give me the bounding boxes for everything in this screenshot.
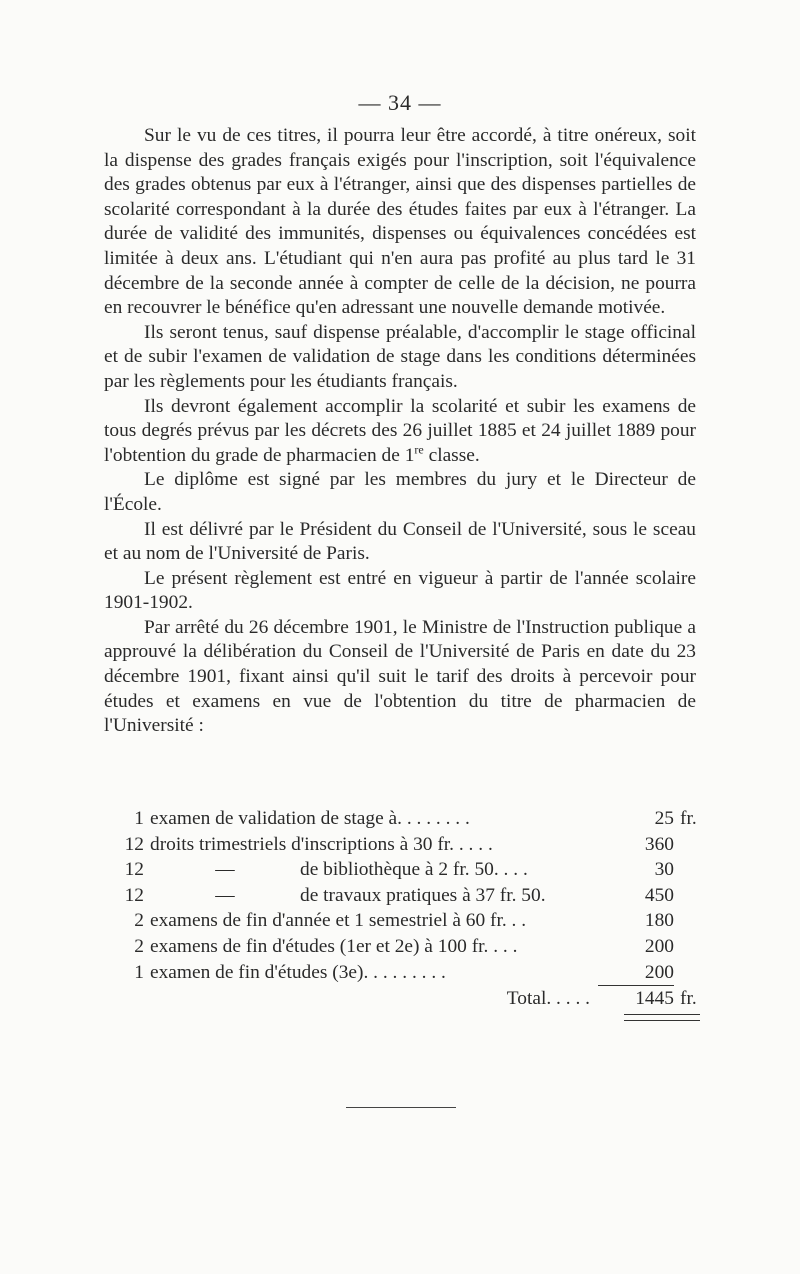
fee-row xyxy=(104,934,704,960)
fee-row xyxy=(104,857,704,883)
paragraph-5 xyxy=(104,518,696,567)
fee-row xyxy=(104,908,704,934)
fee-desc: examen de fin d'études (3e). . . . . . . . . xyxy=(150,961,446,983)
paragraph-1 xyxy=(104,124,696,321)
fee-amount: 30 xyxy=(654,859,674,881)
fee-row xyxy=(104,960,704,987)
fee-amount: 180 xyxy=(644,910,674,932)
paragraph-4-text: Le diplôme est signé par les membres du jury et le Directeur de l'École. xyxy=(104,469,696,515)
total-amount: 1445 xyxy=(635,988,674,1010)
total-double-rule xyxy=(624,1014,700,1021)
fee-qty: 1 xyxy=(134,808,144,829)
fee-amount: 450 xyxy=(644,884,674,906)
paragraph-7-text: Par arrêté du 26 décembre 1901, le Ministre de l'Instruction publique a approuvé la délibération du Conseil de l'Université de Paris en date du 23 décembre 1901, fixant ainsi qu'il suit le tarif des droits à percevoir pour études et examens en vue de l'obtention du titre de pharmacien de l'Université : xyxy=(104,616,696,737)
total-unit: fr. xyxy=(680,988,697,1010)
paragraph-3-text: Ils devront également accomplir la scolarité et subir les examens de tous degrés prévus par les décrets des 26 juillet 1885 et 24 juillet 1889 pour l'obtention du grade de pharmacien de 1 xyxy=(104,395,696,466)
paragraph-1-text: Sur le vu de ces titres, il pourra leur être accordé, à titre onéreux, soit la dispense des grades français exigés pour l'inscription, soit l'équivalence des grades obtenus par eux à l'étranger, ainsi que des dispenses partielles de scolarité correspondant à la durée des études faites par eux à l'étranger. La durée de validité des immunités, dispenses ou équivalences concédées est limitée à deux ans. L'étudiant qui n'en aura pas profité au plus tard le 31 décembre de la seconde année à compter de celle de la décision, ne pourra en recouvrer le bénéfice qu'en adressant une nouvelle demande motivée. xyxy=(104,125,696,319)
paragraph-6 xyxy=(104,567,696,616)
fee-desc: examen de validation de stage à. . . . . . . . xyxy=(150,808,470,829)
paragraph-2 xyxy=(104,321,696,395)
fee-amount: 200 xyxy=(598,960,674,987)
paragraph-2-text: Ils seront tenus, sauf dispense préalable, d'accomplir le stage officinal et de subir l'examen de validation de stage dans les conditions déterminées par les règlements pour les étudiants français. xyxy=(104,321,696,392)
total-label: Total. . . . . xyxy=(506,988,590,1010)
fee-desc: de bibliothèque à 2 fr. 50. . . . xyxy=(300,859,528,881)
fee-qty: 1 xyxy=(134,961,144,983)
fee-amount: 360 xyxy=(644,833,674,855)
fee-amount: 200 xyxy=(644,935,674,957)
fee-qty: 12 xyxy=(124,884,144,906)
superscript-re: re xyxy=(414,442,424,457)
fee-desc: examens de fin d'année et 1 semestriel à 60 fr. . . xyxy=(150,910,527,932)
paragraph-3-tail: classe. xyxy=(423,444,480,466)
page-number: — 34 — xyxy=(358,90,442,115)
fee-desc: de travaux pratiques à 37 fr. 50. xyxy=(300,884,546,906)
paragraph-4 xyxy=(104,468,696,517)
fee-table xyxy=(104,806,704,1012)
ditto-dash: — xyxy=(215,884,235,906)
paragraph-3 xyxy=(104,395,696,469)
fee-qty: 2 xyxy=(134,910,144,932)
body-text xyxy=(104,124,696,739)
fee-desc: droits trimestriels d'inscriptions à 30 fr. . . . . xyxy=(150,833,493,855)
ditto-dash: — xyxy=(215,859,235,881)
fee-qty: 2 xyxy=(134,935,144,957)
fee-unit: fr. xyxy=(680,808,697,829)
fee-qty: 12 xyxy=(124,859,144,881)
fee-row xyxy=(104,832,704,858)
paragraph-7 xyxy=(104,616,696,739)
paragraph-6-text: Le présent règlement est entré en vigueur à partir de l'année scolaire 1901-1902. xyxy=(104,567,696,614)
fee-row xyxy=(104,883,704,909)
fee-amount: 25 xyxy=(654,808,674,829)
fee-qty: 12 xyxy=(124,833,144,855)
fee-desc: examens de fin d'études (1er et 2e) à 100 fr. . . . xyxy=(150,935,518,957)
paragraph-5-text: Il est délivré par le Président du Conseil de l'Université, sous le sceau et au nom de l'Université de Paris. xyxy=(104,518,696,565)
fee-row xyxy=(104,806,704,832)
total-row xyxy=(104,986,704,1012)
end-of-section-rule xyxy=(346,1107,456,1108)
